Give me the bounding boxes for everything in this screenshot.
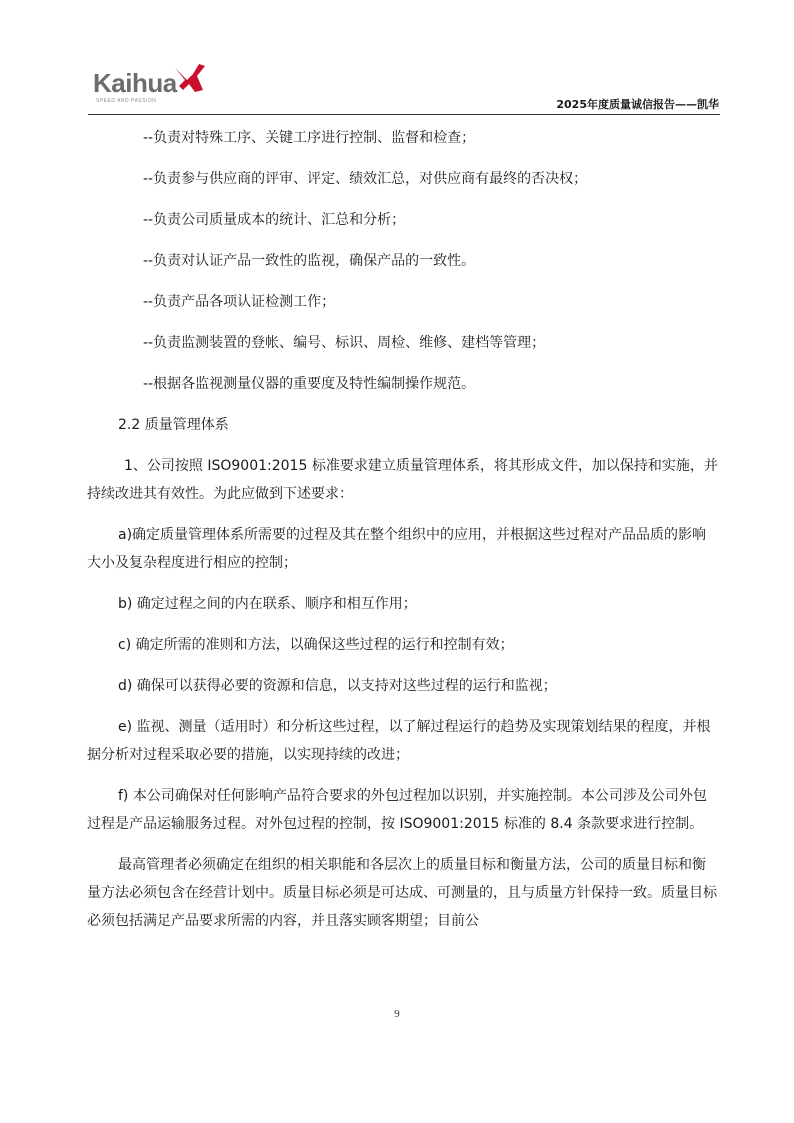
list-item-b: b) 确定过程之间的内在联系、顺序和相互作用； [118, 596, 417, 612]
paragraph-intro: 1、公司按照 ISO9001:2015 标准要求建立质量管理体系，将其形成文件，加以保持和实施，并持续改进其有效性。为此应做到下述要求： [87, 458, 718, 502]
duty-item: --负责监测装置的登帐、编号、标识、周检、维修、建档等管理； [143, 335, 546, 351]
logo-tagline: SPEED AND PASSION [96, 98, 157, 104]
company-logo [93, 62, 208, 106]
list-item-e: e) 监视、测量（适用时）和分析这些过程，以了解过程运行的趋势及实现策划结果的程度，并根据分析对过程采取必要的措施，以实现持续的改进； [87, 719, 711, 763]
duty-item: --负责对认证产品一致性的监视，确保产品的一致性。 [143, 253, 476, 269]
list-item-d: d) 确保可以获得必要的资源和信息，以支持对这些过程的运行和监视； [118, 678, 557, 694]
list-item-f: f) 本公司确保对任何影响产品符合要求的外包过程加以识别，并实施控制。本公司涉及公司外包过程是产品运输服务过程。对外包过程的控制，按 ISO9001:2015 标准的 8.4 条款要求进行控制。 [87, 788, 707, 832]
duty-item: --根据各监视测量仪器的重要度及特性编制操作规范。 [143, 376, 476, 392]
section-heading: 2.2 质量管理体系 [118, 417, 229, 433]
logo-wordmark: Kaihua [93, 68, 177, 98]
paragraph-objectives: 最高管理者必须确定在组织的相关职能和各层次上的质量目标和衡量方法，公司的质量目标和衡量方法必须包含在经营计划中。质量目标必须是可达成、可测量的，且与质量方针保持一致。质量目标必须包括满足产品要求所需的内容，并且落实顾客期望；目前公 [87, 857, 717, 929]
page-number: 9 [394, 1008, 400, 1020]
list-item-a: a)确定质量管理体系所需要的过程及其在整个组织中的应用，并根据这些过程对产品品质的影响大小及复杂程度进行相应的控制； [87, 527, 707, 571]
list-item-c: c) 确定所需的准则和方法，以确保这些过程的运行和控制有效； [118, 637, 514, 653]
duty-item: --负责公司质量成本的统计、汇总和分析； [143, 212, 406, 228]
duty-item: --负责参与供应商的评审、评定、绩效汇总，对供应商有最终的否决权； [143, 171, 588, 187]
header-divider [88, 114, 720, 115]
header-title: 2025年度质量诚信报告——凯华 [556, 98, 719, 111]
logo-swoosh-icon [173, 62, 207, 94]
document-body [87, 124, 719, 948]
duty-item: --负责产品各项认证检测工作； [143, 294, 336, 310]
duty-item: --负责对特殊工序、关键工序进行控制、监督和检查； [143, 130, 476, 146]
